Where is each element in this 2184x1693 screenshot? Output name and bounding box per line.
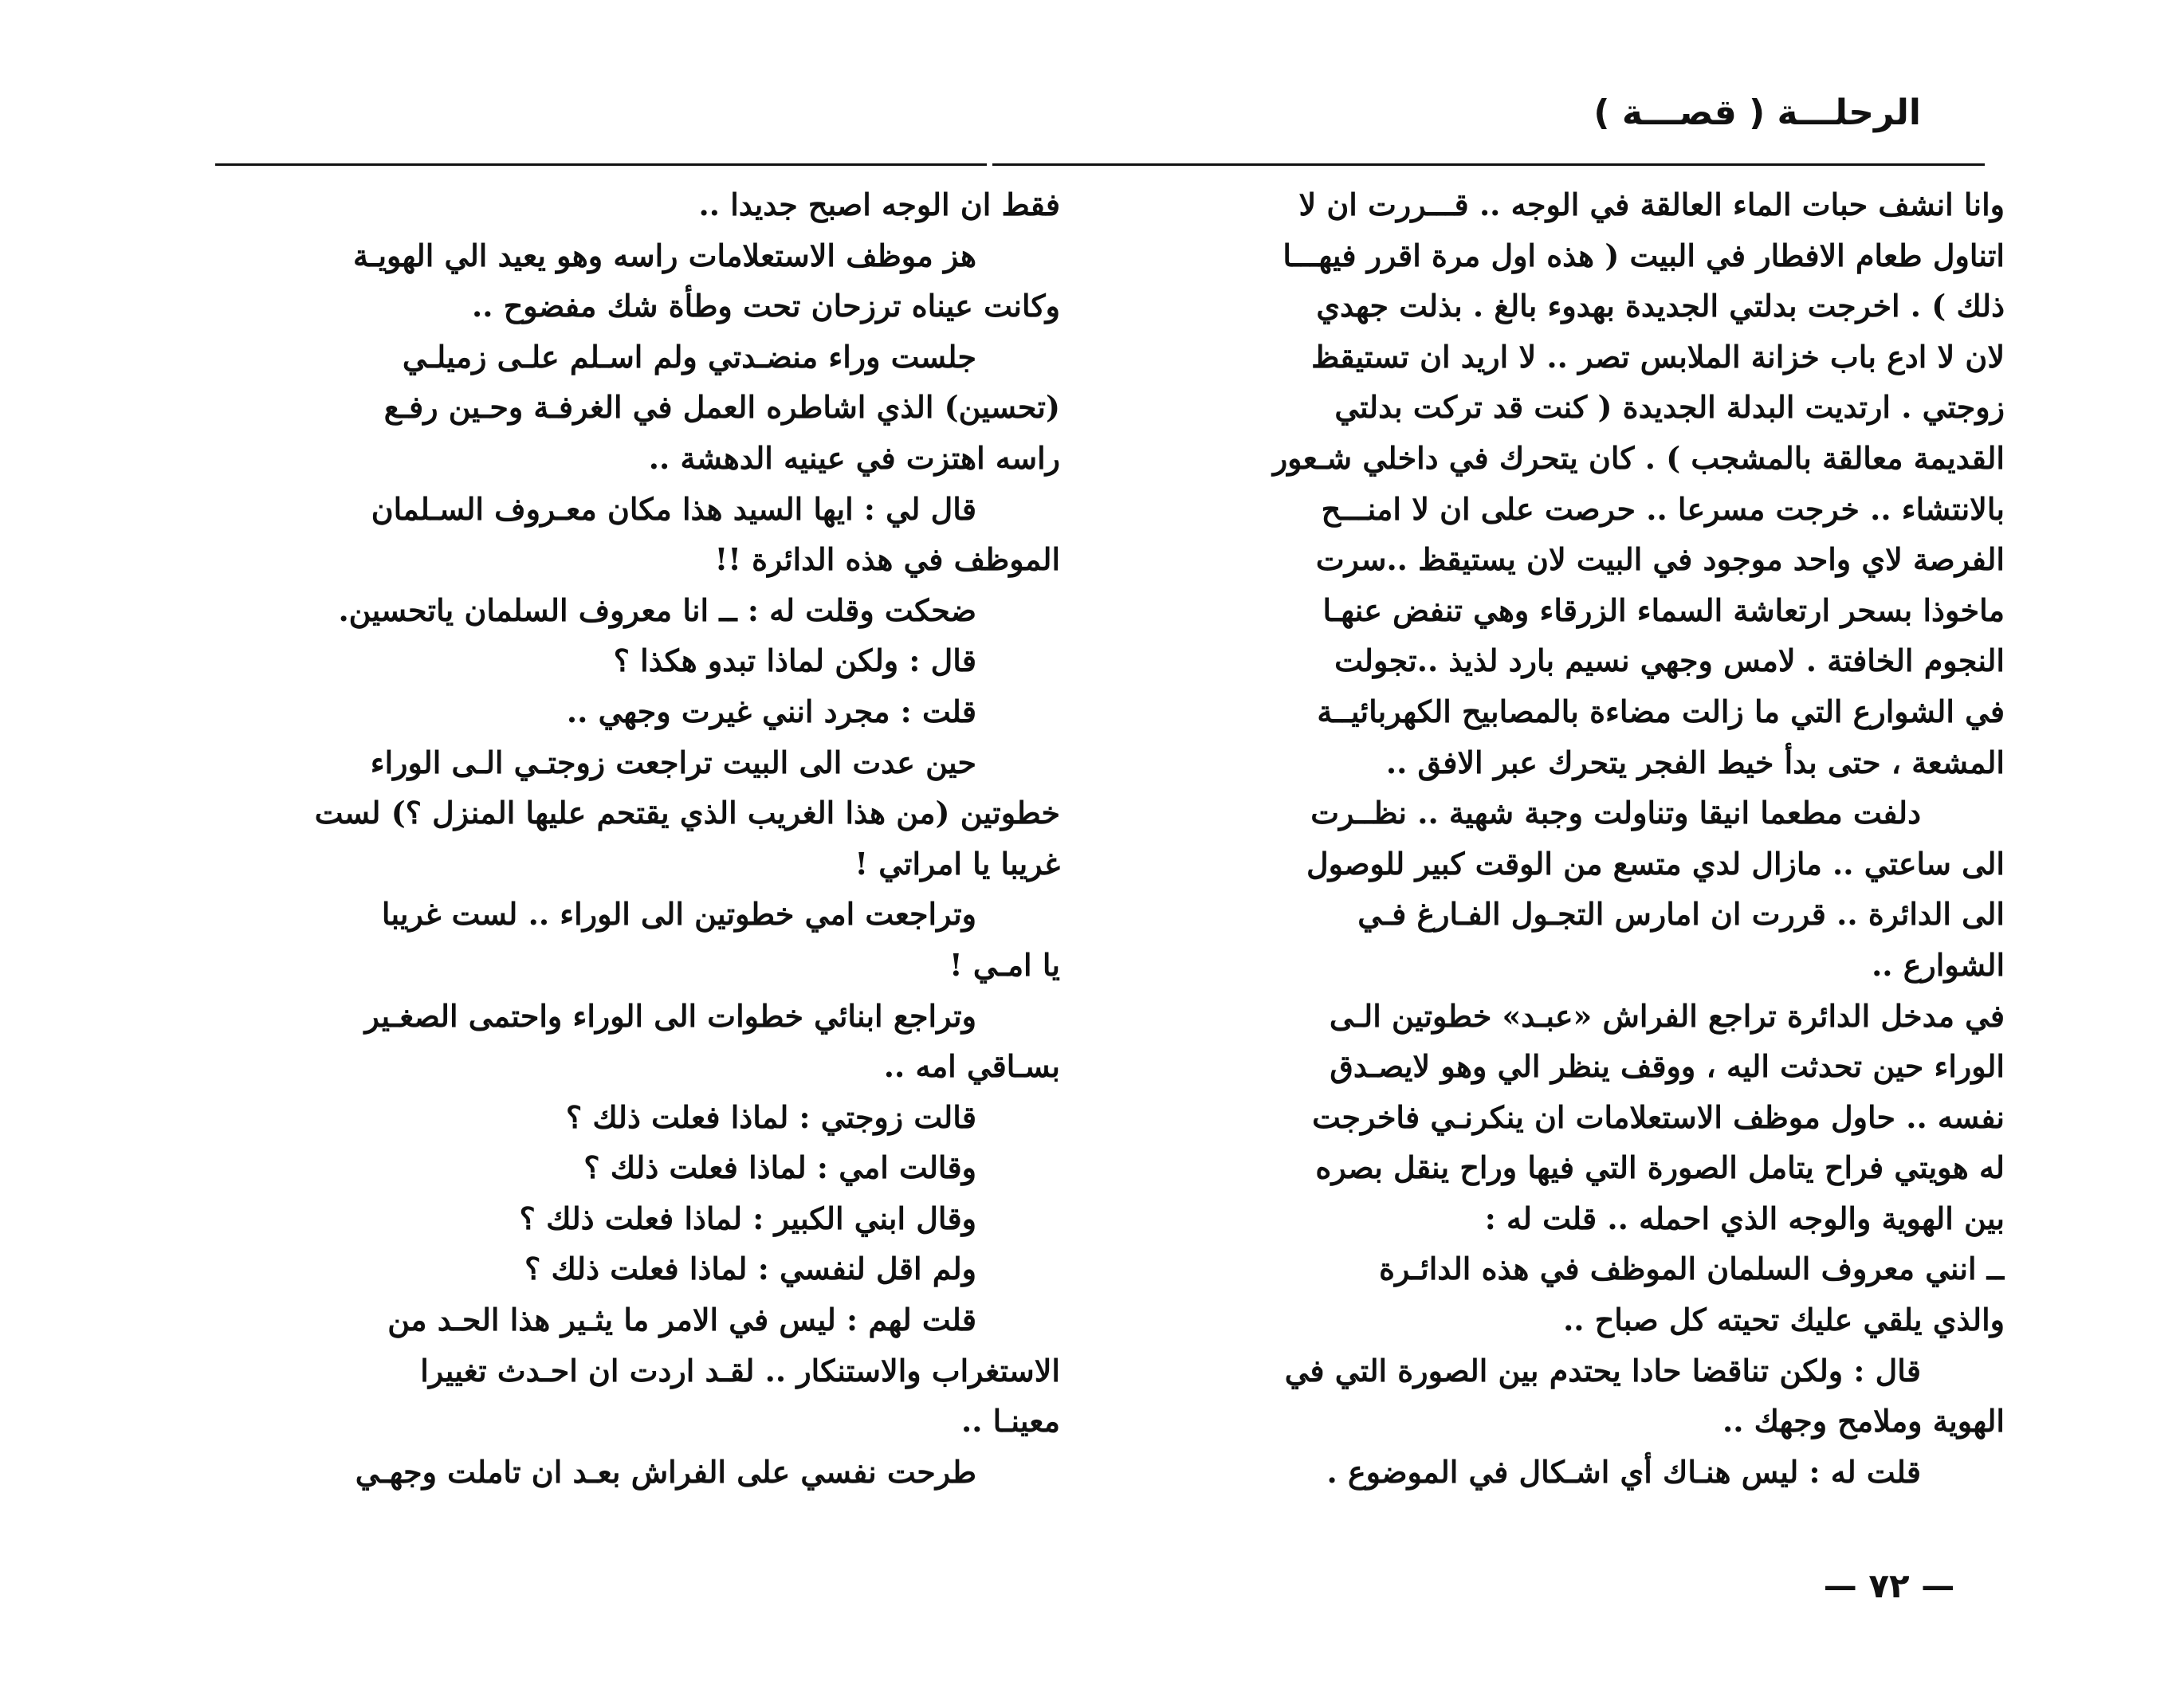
page-number: — ٧٢ — [1823, 1566, 1955, 1605]
text-line: قالت زوجتي : لماذا فعلت ذلك ؟ [565, 1098, 976, 1135]
text-line: هز موظف الاستعلامات راسه وهو يعيد الي الهويـة [352, 237, 976, 273]
text-line: طرحت نفسي على الفراش بعـد ان تاملت وجهـي [355, 1453, 976, 1490]
text-line: زوجتي . ارتديت البدلة الجديدة ( كنت قد تركت بدلتي [1334, 389, 2005, 426]
header-rule-left [215, 163, 987, 166]
text-line: الاستغراب والاستنكار .. لقـد اردت ان احـدث تغييرا [420, 1352, 1060, 1389]
text-line: لان لا ادع باب خزانة الملابس تصر .. لا اريد ان تستيقظ [1311, 338, 2005, 375]
text-column-right [1136, 179, 2005, 1497]
text-line: قال لي : ايها السيد هذا مكان معـروف السـلمان [371, 490, 976, 527]
text-line: ذلك ) . اخرجت بدلتي الجديدة بهدوء بالغ . بذلت جهدي [1316, 288, 2005, 324]
text-line: خطوتين (من هذا الغريب الذي يقتحم عليها المنزل ؟) لست [314, 795, 1060, 831]
text-line: يا امـي ! [949, 946, 1060, 983]
text-line: راسه اهتزت في عينيه الدهشة .. [648, 439, 1060, 476]
text-line: ولم اقل لنفسي : لماذا فعلت ذلك ؟ [524, 1251, 976, 1287]
text-line: اتناول طعام الافطار في البيت ( هذه اول مرة اقرر فيهـــا [1283, 237, 2005, 273]
text-line: النجوم الخافتة . لامس وجهي نسيم بارد لذيذ ..تجولت [1334, 642, 2005, 679]
text-line: جلست وراء منضـدتي ولم اسـلم علـى زميلـي [402, 338, 976, 375]
text-line: وقال ابني الكبير : لماذا فعلت ذلك ؟ [519, 1200, 976, 1236]
text-line: وتراجع ابنائي خطوات الى الوراء واحتمى الصغـير [364, 997, 976, 1034]
text-line: الموظف في هذه الدائرة !! [714, 541, 1060, 578]
text-line: معينـا .. [960, 1403, 1060, 1440]
text-line: الوراء حين تحدثت اليه ، ووقف ينظر الي وهو لايصـدق [1330, 1048, 2005, 1085]
text-line: الى الدائرة .. قررت ان امارس التجـول الفـارغ فـي [1357, 896, 2005, 933]
text-line: وتراجعت امي خطوتين الى الوراء .. لست غريبا [381, 896, 976, 933]
text-line: قلت لهم : ليس في الامر ما يثـير هذا الحـد من [387, 1302, 976, 1338]
text-line: بالانتشاء .. خرجت مسرعا .. حرصت على ان لا امنـــح [1321, 490, 2005, 527]
text-line: بين الهوية والوجه الذي احمله .. قلت له : [1484, 1200, 2005, 1236]
text-line: قال : ولكن لماذا تبدو هكذا ؟ [613, 642, 976, 679]
text-line: في مدخل الدائرة تراجع الفراش «عبـد» خطوتين الـى [1329, 997, 2005, 1034]
text-line: ــ انني معروف السلمان الموظف في هذه الدائـرة [1379, 1251, 2005, 1287]
text-line: وقالت امي : لماذا فعلت ذلك ؟ [583, 1149, 976, 1186]
text-line: فقط ان الوجه اصبح جديدا .. [698, 187, 1060, 222]
text-line: الهوية وملامح وجهك .. [1722, 1403, 2005, 1440]
text-line: نفسه .. حاول موظف الاستعلامات ان ينكرنـي فاخرجت [1312, 1098, 2005, 1135]
text-line: المشعة ، حتى بدأ خيط الفجر يتحرك عبر الافق .. [1385, 744, 2005, 780]
text-line: القديمة معالقة بالمشجب ) . كان يتحرك في داخلي شـعور [1272, 439, 2005, 476]
header-rule-right [992, 163, 1985, 166]
running-header-title: الرحلـــة ( قصـــة ) [1593, 92, 1921, 133]
text-line: الى ساعتي .. مازال لدي متسع من الوقت كبير للوصول [1306, 845, 2005, 882]
text-line: وكانت عيناه ترزحان تحت وطأة شك مفضوح .. [472, 288, 1060, 324]
text-line: الشوارع .. [1872, 946, 2005, 983]
text-line: قلت : مجرد انني غيرت وجهي .. [566, 693, 976, 729]
text-line: قلت له : ليس هنـاك أي اشـكال في الموضوع . [1326, 1453, 1921, 1490]
text-line: دلفت مطعما انيقا وتناولت وجبة شهية .. نظــرت [1310, 795, 1921, 831]
text-line: له هويتي فراح يتامل الصورة التي فيها وراح ينقل بصره [1315, 1149, 2005, 1186]
text-line: والذي يلقي عليك تحيته كل صباح .. [1563, 1302, 2005, 1338]
text-line: بسـاقي امه .. [883, 1048, 1060, 1085]
text-line: ضحكت وقلت له : ــ انا معروف السلمان ياتحسين. [338, 591, 976, 628]
text-line: غريبا يا امراتي ! [854, 845, 1060, 882]
text-line: وانا انشف حبات الماء العالقة في الوجه .. قـــررت ان لا [1298, 187, 2005, 222]
text-line: ماخوذا بسحر ارتعاشة السماء الزرقاء وهي تنفض عنهـا [1322, 591, 2005, 628]
text-line: الفرصة لاي واحد موجود في البيت لان يستيقظ ..سرت [1315, 541, 2005, 578]
text-column-left [183, 179, 1060, 1497]
text-line: قال : ولكن تناقضا حادا يحتدم بين الصورة التي في [1284, 1352, 1921, 1389]
text-line: في الشوارع التي ما زالت مضاءة بالمصابيح الكهربائيــة [1317, 693, 2005, 729]
text-line: حين عدت الى البيت تراجعت زوجتـي الـى الوراء [370, 744, 976, 780]
text-line: (تحسين) الذي اشاطره العمل في الغرفـة وحـين رفـع [383, 389, 1060, 426]
